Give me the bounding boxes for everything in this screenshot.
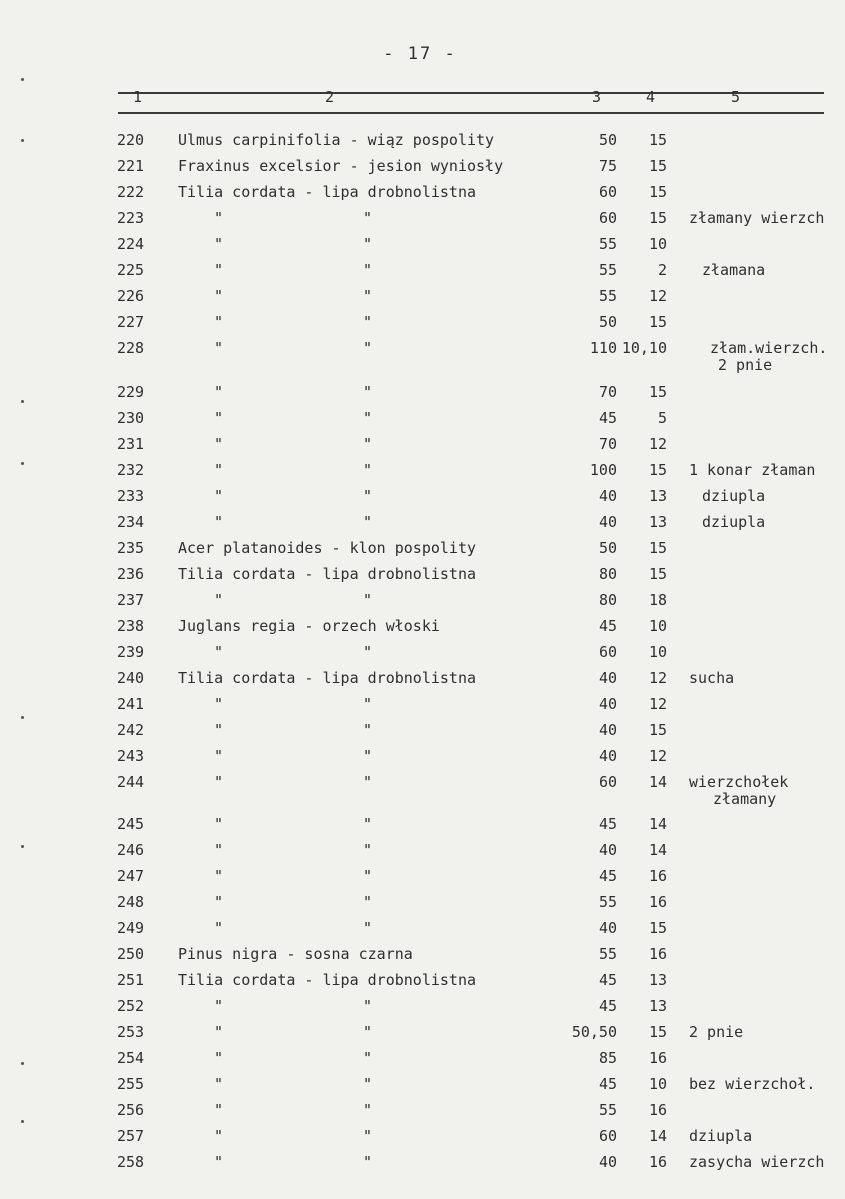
column-4-value: 15 — [648, 1023, 667, 1041]
ditto-mark-common-name: " — [363, 841, 373, 859]
ditto-mark-species: " — [214, 919, 224, 937]
column-3-value: 60 — [598, 209, 617, 227]
column-3-value: 45 — [598, 997, 617, 1015]
ditto-mark-species: " — [214, 1127, 224, 1145]
ditto-mark-common-name: " — [363, 893, 373, 911]
column-header-1: 1 — [133, 88, 143, 106]
ditto-mark-species: " — [214, 235, 224, 253]
column-4-value: 2 — [657, 261, 667, 279]
species-name: Tilia cordata - lipa drobnolistna — [178, 669, 477, 687]
ditto-mark-common-name: " — [363, 643, 373, 661]
column-4-value: 16 — [648, 1049, 667, 1067]
remark: zasycha wierzch — [689, 1153, 825, 1171]
column-3-value: 45 — [598, 617, 617, 635]
column-4-value: 13 — [648, 971, 667, 989]
ditto-mark-species: " — [214, 1049, 224, 1067]
ditto-mark-species: " — [214, 773, 224, 791]
row-number: 247 — [117, 867, 145, 885]
column-4-value: 15 — [648, 565, 667, 583]
column-3-value: 50 — [598, 131, 617, 149]
row-number: 221 — [117, 157, 145, 175]
column-3-value: 55 — [598, 261, 617, 279]
ditto-mark-species: " — [214, 721, 224, 739]
column-3-value: 100 — [589, 461, 617, 479]
column-4-value: 15 — [648, 919, 667, 937]
ditto-mark-common-name: " — [363, 261, 373, 279]
column-3-value: 40 — [598, 695, 617, 713]
column-3-value: 60 — [598, 773, 617, 791]
row-number: 240 — [117, 669, 145, 687]
header-top-rule — [118, 92, 824, 94]
margin-speck — [21, 1120, 24, 1123]
ditto-mark-common-name: " — [363, 1153, 373, 1171]
column-3-value: 40 — [598, 919, 617, 937]
row-number: 237 — [117, 591, 145, 609]
ditto-mark-species: " — [214, 339, 224, 357]
column-4-value: 14 — [648, 815, 667, 833]
column-3-value: 50 — [598, 313, 617, 331]
column-4-value: 15 — [648, 383, 667, 401]
column-3-value: 40 — [598, 487, 617, 505]
ditto-mark-species: " — [214, 487, 224, 505]
margin-speck — [21, 78, 24, 81]
ditto-mark-common-name: " — [363, 1101, 373, 1119]
ditto-mark-common-name: " — [363, 997, 373, 1015]
remark: złam.wierzch. — [710, 339, 828, 357]
column-4-value: 13 — [648, 513, 667, 531]
row-number: 250 — [117, 945, 145, 963]
ditto-mark-species: " — [214, 1075, 224, 1093]
ditto-mark-species: " — [214, 287, 224, 305]
row-number: 252 — [117, 997, 145, 1015]
remark: 2 pnie — [689, 1023, 744, 1041]
row-number: 256 — [117, 1101, 145, 1119]
ditto-mark-species: " — [214, 409, 224, 427]
column-3-value: 60 — [598, 183, 617, 201]
row-number: 251 — [117, 971, 145, 989]
margin-speck — [21, 400, 24, 403]
column-4-value: 12 — [648, 747, 667, 765]
row-number: 241 — [117, 695, 145, 713]
ditto-mark-common-name: " — [363, 695, 373, 713]
column-4-value: 15 — [648, 313, 667, 331]
column-3-value: 40 — [598, 513, 617, 531]
margin-speck — [21, 462, 24, 465]
remark-continued: 2 pnie — [718, 356, 773, 374]
row-number: 224 — [117, 235, 145, 253]
row-number: 238 — [117, 617, 145, 635]
ditto-mark-species: " — [214, 695, 224, 713]
row-number: 220 — [117, 131, 145, 149]
row-number: 226 — [117, 287, 145, 305]
header-bottom-rule — [118, 112, 824, 114]
ditto-mark-common-name: " — [363, 235, 373, 253]
species-name: Pinus nigra - sosna czarna — [178, 945, 413, 963]
column-4-value: 10 — [648, 643, 667, 661]
remark: dziupla — [702, 487, 766, 505]
column-3-value: 70 — [598, 435, 617, 453]
row-number: 234 — [117, 513, 145, 531]
ditto-mark-species: " — [214, 841, 224, 859]
column-4-value: 10,10 — [621, 339, 667, 357]
row-number: 233 — [117, 487, 145, 505]
species-name: Ulmus carpinifolia - wiąz pospolity — [178, 131, 495, 149]
column-4-value: 5 — [657, 409, 667, 427]
row-number: 228 — [117, 339, 145, 357]
column-4-value: 15 — [648, 721, 667, 739]
ditto-mark-species: " — [214, 461, 224, 479]
species-name: Tilia cordata - lipa drobnolistna — [178, 971, 477, 989]
species-name: Juglans regia - orzech włoski — [178, 617, 440, 635]
column-3-value: 80 — [598, 565, 617, 583]
row-number: 236 — [117, 565, 145, 583]
column-4-value: 16 — [648, 945, 667, 963]
ditto-mark-species: " — [214, 867, 224, 885]
column-3-value: 55 — [598, 1101, 617, 1119]
ditto-mark-common-name: " — [363, 339, 373, 357]
ditto-mark-species: " — [214, 1153, 224, 1171]
row-number: 232 — [117, 461, 145, 479]
column-4-value: 12 — [648, 669, 667, 687]
column-4-value: 10 — [648, 1075, 667, 1093]
remark: wierzchołek — [689, 773, 789, 791]
column-4-value: 16 — [648, 893, 667, 911]
column-3-value: 50 — [598, 539, 617, 557]
ditto-mark-species: " — [214, 383, 224, 401]
column-3-value: 85 — [598, 1049, 617, 1067]
row-number: 222 — [117, 183, 145, 201]
row-number: 230 — [117, 409, 145, 427]
ditto-mark-common-name: " — [363, 513, 373, 531]
remark: złamana — [702, 261, 766, 279]
row-number: 253 — [117, 1023, 145, 1041]
row-number: 229 — [117, 383, 145, 401]
column-header-3: 3 — [592, 88, 602, 106]
column-4-value: 15 — [648, 209, 667, 227]
column-4-value: 12 — [648, 435, 667, 453]
column-header-2: 2 — [325, 88, 335, 106]
ditto-mark-species: " — [214, 435, 224, 453]
remark: 1 konar złaman — [689, 461, 816, 479]
row-number: 244 — [117, 773, 145, 791]
row-number: 255 — [117, 1075, 145, 1093]
column-3-value: 55 — [598, 287, 617, 305]
column-4-value: 14 — [648, 841, 667, 859]
ditto-mark-common-name: " — [363, 487, 373, 505]
margin-speck — [21, 1062, 24, 1065]
column-3-value: 40 — [598, 747, 617, 765]
column-4-value: 12 — [648, 287, 667, 305]
margin-speck — [21, 139, 24, 142]
column-3-value: 60 — [598, 1127, 617, 1145]
ditto-mark-common-name: " — [363, 1049, 373, 1067]
ditto-mark-common-name: " — [363, 1023, 373, 1041]
row-number: 223 — [117, 209, 145, 227]
row-number: 246 — [117, 841, 145, 859]
margin-speck — [21, 845, 24, 848]
column-4-value: 15 — [648, 131, 667, 149]
margin-speck — [21, 716, 24, 719]
column-4-value: 12 — [648, 695, 667, 713]
row-number: 227 — [117, 313, 145, 331]
ditto-mark-species: " — [214, 1023, 224, 1041]
ditto-mark-common-name: " — [363, 773, 373, 791]
ditto-mark-species: " — [214, 209, 224, 227]
row-number: 248 — [117, 893, 145, 911]
remark: bez wierzchoł. — [689, 1075, 816, 1093]
column-3-value: 55 — [598, 235, 617, 253]
column-3-value: 40 — [598, 1153, 617, 1171]
column-3-value: 50,50 — [571, 1023, 617, 1041]
column-3-value: 45 — [598, 971, 617, 989]
species-name: Tilia cordata - lipa drobnolistna — [178, 565, 477, 583]
ditto-mark-common-name: " — [363, 209, 373, 227]
column-3-value: 70 — [598, 383, 617, 401]
ditto-mark-species: " — [214, 815, 224, 833]
ditto-mark-common-name: " — [363, 287, 373, 305]
column-3-value: 45 — [598, 867, 617, 885]
row-number: 258 — [117, 1153, 145, 1171]
page-number: - 17 - — [383, 44, 457, 64]
remark: dziupla — [702, 513, 766, 531]
column-3-value: 75 — [598, 157, 617, 175]
ditto-mark-common-name: " — [363, 591, 373, 609]
ditto-mark-common-name: " — [363, 919, 373, 937]
ditto-mark-common-name: " — [363, 313, 373, 331]
column-3-value: 55 — [598, 945, 617, 963]
row-number: 257 — [117, 1127, 145, 1145]
ditto-mark-common-name: " — [363, 867, 373, 885]
ditto-mark-species: " — [214, 643, 224, 661]
column-3-value: 110 — [589, 339, 617, 357]
row-number: 249 — [117, 919, 145, 937]
row-number: 225 — [117, 261, 145, 279]
column-3-value: 60 — [598, 643, 617, 661]
column-3-value: 45 — [598, 1075, 617, 1093]
remark: sucha — [689, 669, 735, 687]
column-4-value: 14 — [648, 1127, 667, 1145]
column-3-value: 40 — [598, 721, 617, 739]
ditto-mark-common-name: " — [363, 1127, 373, 1145]
ditto-mark-species: " — [214, 591, 224, 609]
species-name: Fraxinus excelsior - jesion wyniosły — [178, 157, 504, 175]
ditto-mark-common-name: " — [363, 435, 373, 453]
column-4-value: 15 — [648, 157, 667, 175]
column-3-value: 80 — [598, 591, 617, 609]
column-3-value: 45 — [598, 815, 617, 833]
ditto-mark-species: " — [214, 747, 224, 765]
column-3-value: 40 — [598, 669, 617, 687]
remark: dziupla — [689, 1127, 753, 1145]
column-4-value: 10 — [648, 617, 667, 635]
row-number: 254 — [117, 1049, 145, 1067]
ditto-mark-common-name: " — [363, 815, 373, 833]
column-4-value: 15 — [648, 461, 667, 479]
column-4-value: 10 — [648, 235, 667, 253]
ditto-mark-species: " — [214, 997, 224, 1015]
row-number: 239 — [117, 643, 145, 661]
column-header-4: 4 — [646, 88, 656, 106]
row-number: 231 — [117, 435, 145, 453]
ditto-mark-species: " — [214, 261, 224, 279]
ditto-mark-common-name: " — [363, 461, 373, 479]
ditto-mark-species: " — [214, 313, 224, 331]
ditto-mark-species: " — [214, 1101, 224, 1119]
column-4-value: 18 — [648, 591, 667, 609]
ditto-mark-species: " — [214, 513, 224, 531]
species-name: Tilia cordata - lipa drobnolistna — [178, 183, 477, 201]
row-number: 242 — [117, 721, 145, 739]
column-4-value: 16 — [648, 1101, 667, 1119]
row-number: 235 — [117, 539, 145, 557]
row-number: 245 — [117, 815, 145, 833]
species-name: Acer platanoides - klon pospolity — [178, 539, 477, 557]
ditto-mark-common-name: " — [363, 409, 373, 427]
ditto-mark-species: " — [214, 893, 224, 911]
ditto-mark-common-name: " — [363, 1075, 373, 1093]
column-4-value: 15 — [648, 539, 667, 557]
column-4-value: 15 — [648, 183, 667, 201]
column-4-value: 13 — [648, 487, 667, 505]
remark-continued: złamany — [713, 790, 777, 808]
remark: złamany wierzch — [689, 209, 825, 227]
column-3-value: 40 — [598, 841, 617, 859]
column-4-value: 13 — [648, 997, 667, 1015]
column-3-value: 55 — [598, 893, 617, 911]
column-4-value: 16 — [648, 867, 667, 885]
ditto-mark-common-name: " — [363, 747, 373, 765]
column-4-value: 14 — [648, 773, 667, 791]
column-header-5: 5 — [731, 88, 741, 106]
ditto-mark-common-name: " — [363, 383, 373, 401]
column-4-value: 16 — [648, 1153, 667, 1171]
row-number: 243 — [117, 747, 145, 765]
column-3-value: 45 — [598, 409, 617, 427]
ditto-mark-common-name: " — [363, 721, 373, 739]
